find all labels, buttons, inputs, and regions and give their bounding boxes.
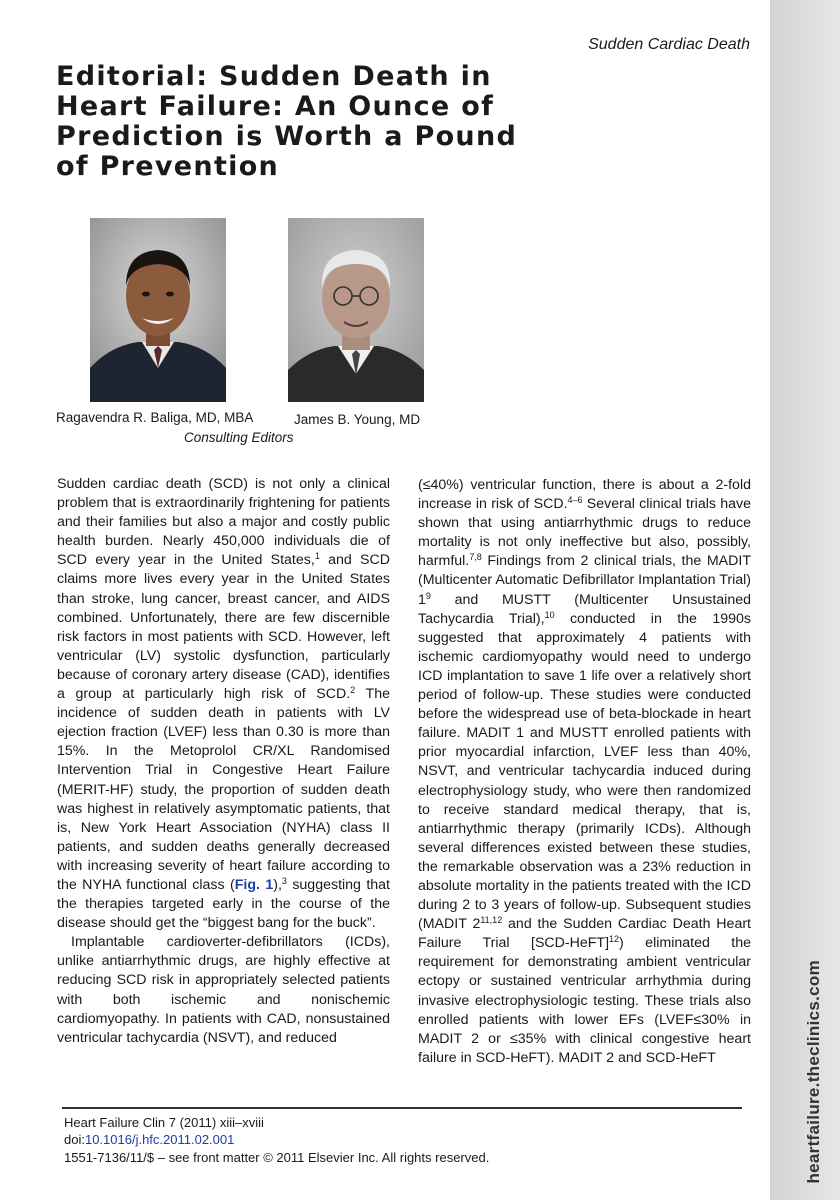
reference-link[interactable]: 12 xyxy=(609,934,620,945)
reference-link[interactable]: 11,12 xyxy=(480,915,503,926)
doi-link[interactable]: 10.1016/j.hfc.2011.02.001 xyxy=(84,1132,235,1147)
reference-link[interactable]: 1 xyxy=(314,551,320,562)
reference-link[interactable]: 7,8 xyxy=(469,552,482,563)
reference-link[interactable]: 2 xyxy=(350,685,356,696)
paragraph-1: Sudden cardiac death (SCD) is not only a clinical problem that is extraordinarily frightening for patients and their families but also a major and costly public health burden. Nearly 450,000 individuals die of SCD every year in the United States,$^1$ and SCD claims more lives every year in the United States than stroke, lung cancer, breast cancer, and AIDS combined. Unfortunately, there are few discernible risk factors in most patients with SCD. However, left ventricular (LV) systolic dysfunction, particularly because of coronary artery disease (CAD), identifies a group at particularly high risk of SCD.$^2$ The incidence of sudden death in patients with LV ejection fraction (LVEF) less than 0.30 is more than 15%. In the Metoprolol CR/XL Randomised Intervention Trial in Congestive Heart Failure (MERIT-HF) study, the proportion of sudden death was highest in relatively asymptomatic patients, that is, New York Heart Association (NYHA) class II patients, and sudden deaths generally decreased with increasing severity of heart failure according to the NYHA functional class (Fig. 1),$^3$ suggesting that the therapies targeted early in the course of the disease should get the “biggest bang for the buck”. xyxy=(57,476,390,932)
body-column-left xyxy=(57,475,390,1048)
paragraph-3: (≤40%) ventricular function, there is about a 2-fold increase in risk of SCD.$^{4-6}$ Several clinical trials have shown that using antiarrhythmic drugs to reduce mortality is not only ineffective but also, possibly, harmful.$^{7,8}$ Findings from 2 clinical trials, the MADIT (Multicenter Automatic Defibrillator Implantation Trial) $1^9$ and MUSTT (Multicenter Unsustained Tachycardia Trial),$^{10}$ conducted in the 1990s suggested that approximately 4 patients with ischemic cardiomyopathy would need to undergo ICD implantation to save 1 life over a relatively short period of follow-up. These studies were conducted before the widespread use of beta-blockade in heart failure. MADIT 1 and MUSTT enrolled patients with prior myocardial infarction, LVEF less than 40%, NSVT, and ventricular tachycardia induced during electrophysiology study, who were then randomized to receive standard medical therapy, that is, antiarrhythmic therapy (primarily ICDs). Although several differences existed between these studies, the remarkable observation was a 23% reduction in absolute mortality in the patients treated with the ICD during 2 to 3 years of follow-up. Subsequent studies (MADIT 2$^{11,12}$ and the Sudden Cardiac Death Heart Failure Trial [SCD-HeFT]$^{12}$) eliminated the requirement for demonstrating ambient ventricular ectopy or sustained ventricular arrhythmia during invasive electrophysiologic testing. These trials also enrolled patients with lower EFs (LVEF≤30% in MADIT 2 or ≤35% with clinical congestive heart failure in SCD-HeFT). MADIT 2 and SCD-HeFT xyxy=(418,477,751,1066)
figure-link[interactable]: Fig. 1 xyxy=(234,876,274,893)
section-label: Sudden Cardiac Death xyxy=(588,36,750,53)
reference-link[interactable]: 9 xyxy=(425,590,431,601)
editor-photo-baliga xyxy=(90,218,226,402)
doi-line: doi:10.1016/j.hfc.2011.02.001 xyxy=(64,1132,235,1147)
reference-link[interactable]: 4–6 xyxy=(567,495,583,506)
side-band xyxy=(770,0,840,1200)
citation: Heart Failure Clin 7 (2011) xiii–xviii xyxy=(64,1115,264,1130)
editor-name-baliga: Ragavendra R. Baliga, MD, MBA xyxy=(56,410,254,425)
body-column-right xyxy=(418,476,751,1068)
editor-role: Consulting Editors xyxy=(184,430,294,445)
reference-link[interactable]: 10 xyxy=(544,609,555,620)
paragraph-2: Implantable cardioverter-defibrillators (ICDs), unlike antiarrhythmic drugs, are highly effective at reducing SCD risk in appropriately selected patients with both ischemic and nonischemic cardiomyopathy. In patients with CAD, nonsustained ventricular tachycardia (NSVT), and reduced xyxy=(57,934,390,1046)
editor-name-young: James B. Young, MD xyxy=(294,412,421,427)
copyright: 1551-7136/11/$ – see front matter © 2011 Elsevier Inc. All rights reserved. xyxy=(64,1150,490,1165)
editor-photo-young xyxy=(288,218,424,402)
footer-divider xyxy=(62,1107,742,1109)
article-title: Editorial: Sudden Death in Heart Failure: An Ounce of Prediction is Worth a Pound of Prevention xyxy=(56,61,518,182)
reference-link[interactable]: 3 xyxy=(281,875,287,886)
journal-url-vertical[interactable]: heartfailure.theclinics.com xyxy=(804,960,823,1184)
